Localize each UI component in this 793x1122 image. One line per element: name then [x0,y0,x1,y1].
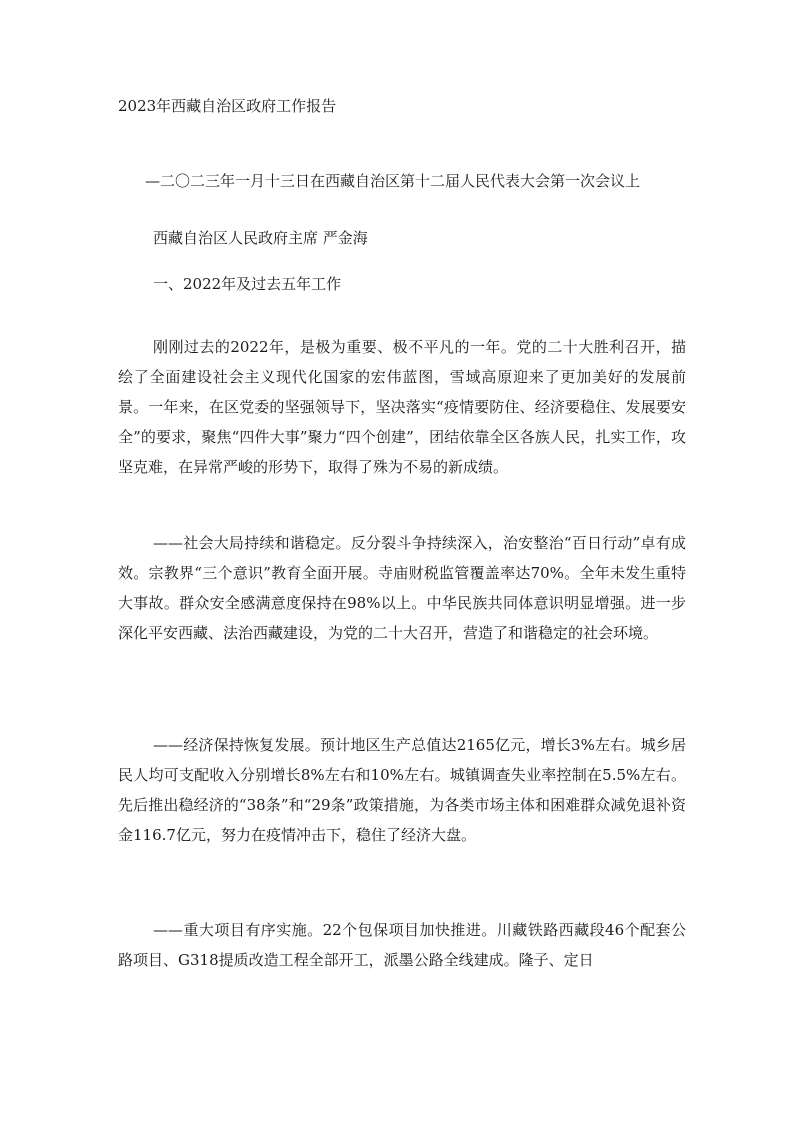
paragraph-2: ——社会大局持续和谐稳定。反分裂斗争持续深入，治安整治“百日行动”卓有成效。宗教界“三个意识”教育全面开展。寺庙财税监管覆盖率达70%。全年未发生重特大事故。群众安全感满意度保持在98%以上。中华民族共同体意识明显增强。进一步深化平安西藏、法治西藏建设，为党的二十大召开，营造了和谐稳定的社会环境。 [118,534,686,642]
document-title: 2023年西藏自治区政府工作报告 [118,97,337,115]
document-author: 西藏自治区人民政府主席 严金海 [153,229,368,247]
paragraph-4: ——重大项目有序实施。22个包保项目加快推进。川藏铁路西藏段46个配套公路项目、G318提质改造工程全部开工，派墨公路全线建成。隆子、定日 [118,921,686,969]
paragraph-3: ——经济保持恢复发展。预计地区生产总值达2165亿元，增长3%左右。城乡居民人均可支配收入分别增长8%左右和10%左右。城镇调查失业率控制在5.5%左右。先后推出稳经济的“38条”和“29条”政策措施，为各类市场主体和困难群众减免退补资金116.7亿元，努力在疫情冲击下，稳住了经济大盘。 [118,736,686,844]
section-heading: 一、2022年及过去五年工作 [153,275,342,293]
document-subtitle: —二〇二三年一月十三日在西藏自治区第十二届人民代表大会第一次会议上 [145,172,641,190]
paragraph-1: 刚刚过去的2022年，是极为重要、极不平凡的一年。党的二十大胜利召开，描绘了全面建设社会主义现代化国家的宏伟蓝图，雪域高原迎来了更加美好的发展前景。一年来，在区党委的坚强领导下，坚决落实“疫情要防住、经济要稳住、发展要安全”的要求，聚焦“四件大事”聚力“四个创建”，团结依靠全区各族人民，扎实工作，攻坚克难，在异常严峻的形势下，取得了殊为不易的新成绩。 [118,338,686,476]
